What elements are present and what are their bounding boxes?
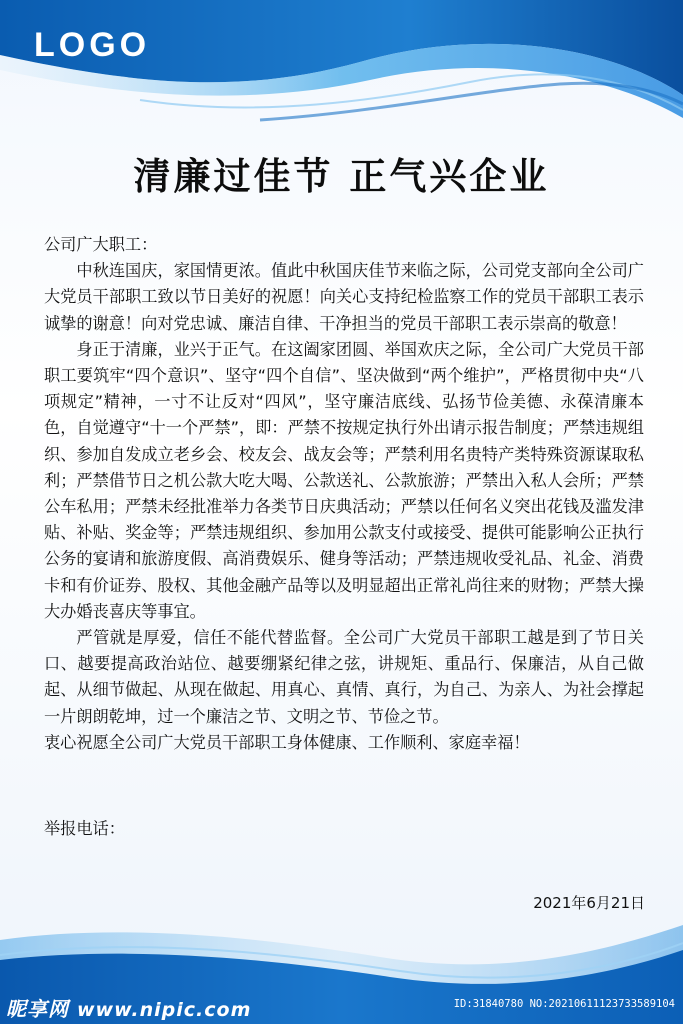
watermark-id: ID:31840780 NO:20210611123733589104	[453, 998, 675, 1010]
letter-paragraph: 中秋连国庆，家国情更浓。值此中秋国庆佳节来临之际，公司党支部向全公司广大党员干部职工致以节日美好的祝愿！向关心支持纪检监察工作的党员干部职工表示诚挚的谢意！向对党忠诚、廉洁自律、干净担当的党员干部职工表示崇高的敬意！	[44, 261, 644, 333]
salutation: 公司广大职工：	[44, 235, 158, 254]
page-title: 清廉过佳节 正气兴企业	[133, 155, 550, 198]
letter-body	[44, 232, 644, 756]
letter-paragraph: 严管就是厚爱，信任不能代替监督。全公司广大党员干部职工越是到了节日关口、越要提高政治站位、越要绷紧纪律之弦，讲规矩、重品行、保廉洁，从自己做起、从细节做起、从现在做起、用真心、真情、真行，为自己、为亲人、为社会撑起一片朗朗乾坤，过一个廉洁之节、文明之节、节俭之节。	[44, 628, 644, 726]
watermark-brand-name: 昵享网	[6, 997, 69, 1021]
letter-paragraph: 身正于清廉，业兴于正气。在这阖家团圆、举国欢庆之际，全公司广大党员干部职工要筑牢“四个意识”、坚守“四个自信”、坚决做到“两个维护”，严格贯彻中央“八项规定”精神，一寸不让反对“四风”，坚守廉洁底线、弘扬节俭美德、永葆清廉本色，自觉遵守“十一个严禁”，即：严禁不按规定执行外出请示报告制度；严禁违规组织、参加自发成立老乡会、校友会、战友会等；严禁利用名贵特产类特殊资源谋取私利；严禁借节日之机公款大吃大喝、公款送礼、公款旅游；严禁出入私人会所；严禁公车私用；严禁未经批准举力各类节日庆典活动；严禁以任何名义突出花钱及滥发津贴、补贴、奖金等；严禁违规组织、参加用公款支付或接受、提供可能影响公正执行公务的宴请和旅游度假、高消费娱乐、健身等活动；严禁违规收受礼品、礼金、消费卡和有价证券、股权、其他金融产品等以及明显超出正常礼尚往来的财物；严禁大操大办婚丧喜庆等事宜。	[44, 339, 644, 621]
report-hotline-label: 举报电话：	[44, 819, 125, 838]
closing-wish: 衷心祝愿全公司广大党员干部职工身体健康、工作顺利、家庭幸福！	[44, 732, 530, 752]
logo: LOGO	[34, 26, 151, 64]
watermark-brand	[6, 993, 251, 1022]
header-wave-banner	[0, 0, 683, 135]
watermark-url: www.nipic.com	[76, 999, 252, 1021]
issue-date: 2021年6月21日	[533, 894, 645, 912]
